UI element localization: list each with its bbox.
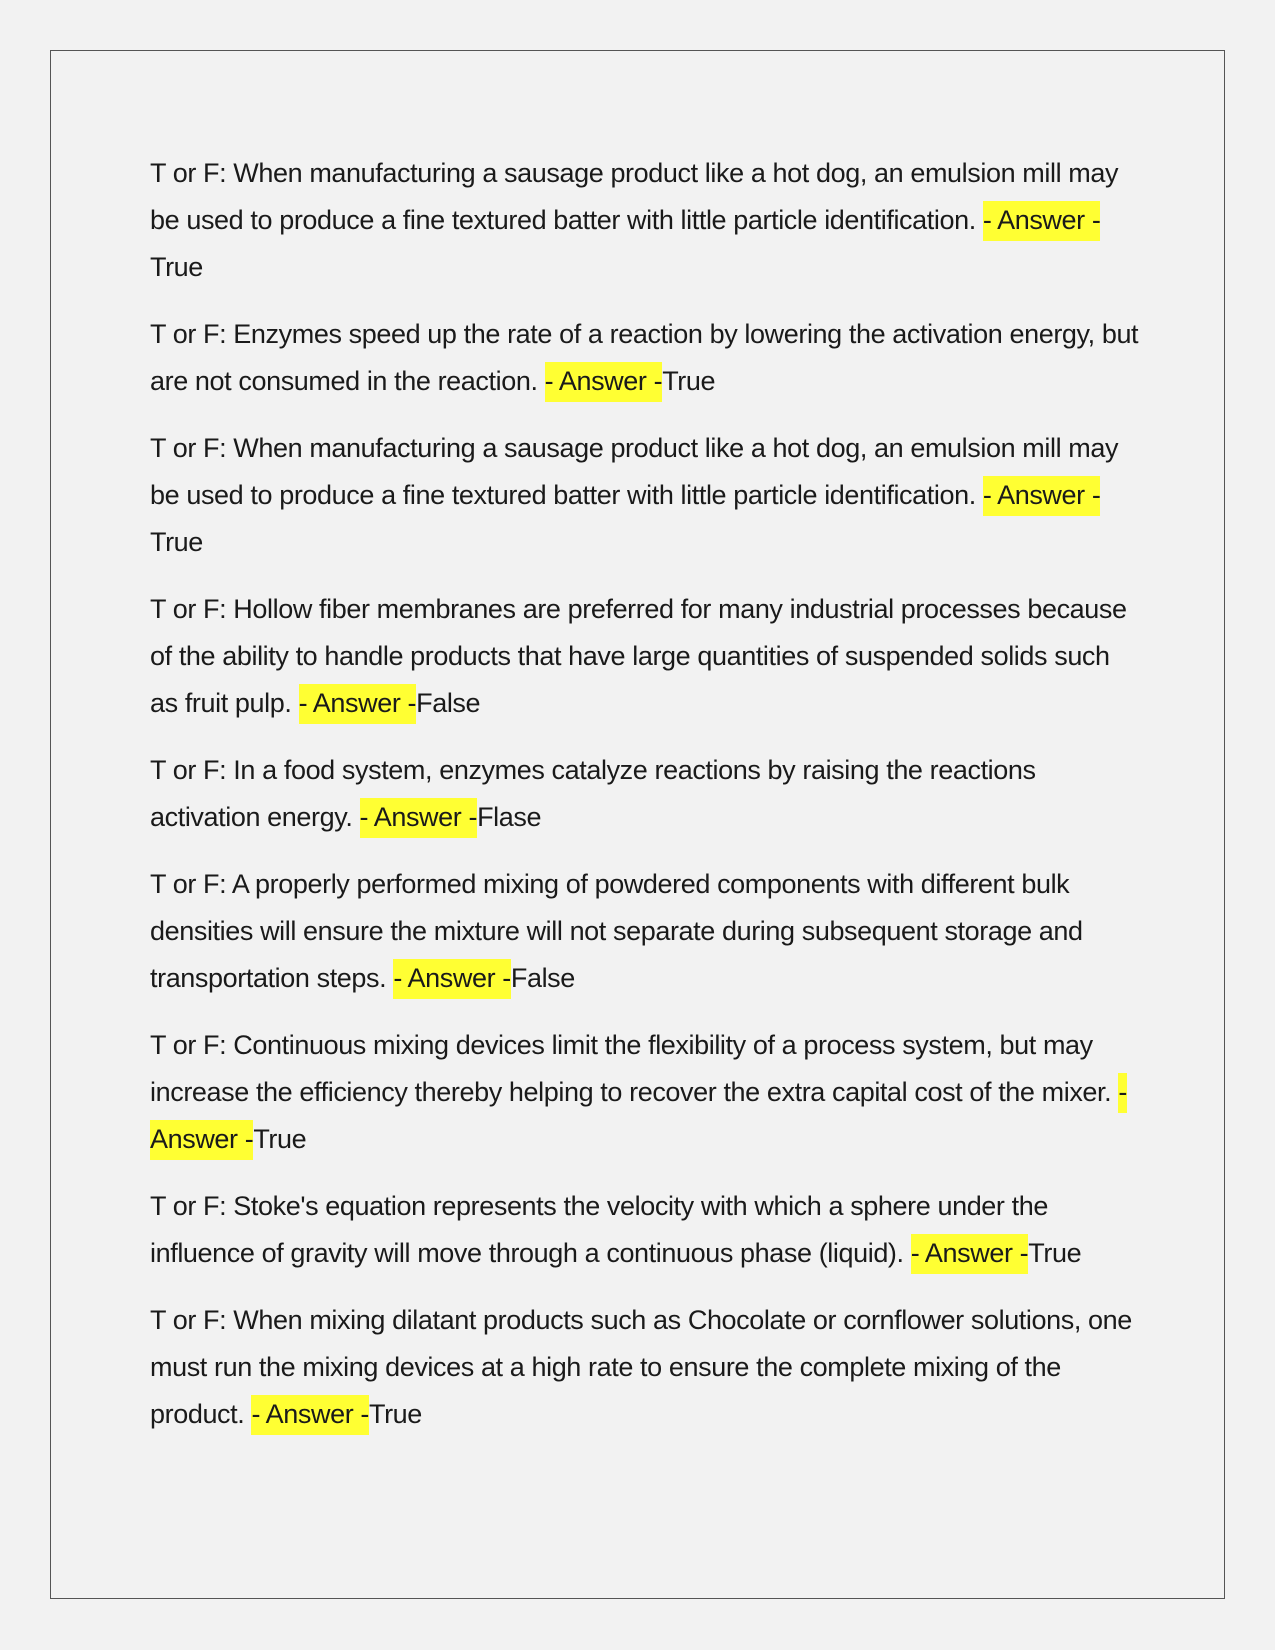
- question-item: [150, 1183, 1140, 1277]
- answer-value: True: [150, 527, 203, 557]
- answer-value: False: [510, 963, 575, 993]
- question-text: T or F: When manufacturing a sausage product like a hot dog, an emulsion mill may be used to produce a fine textured batter with little particle identification.: [150, 433, 1119, 510]
- question-text: T or F: In a food system, enzymes catalyze reactions by raising the reactions activation energy.: [150, 755, 1036, 832]
- answer-marker: - Answer -: [911, 1234, 1029, 1274]
- question-item: [150, 150, 1140, 291]
- answer-value: True: [662, 366, 716, 396]
- question-text: T or F: Continuous mixing devices limit the flexibility of a process system, but may increase the efficiency thereby helping to recover the extra capital cost of the mixer.: [150, 1030, 1119, 1107]
- answer-marker: - Answer -: [393, 959, 511, 999]
- answer-value: True: [1028, 1238, 1082, 1268]
- question-text: T or F: Stoke's equation represents the velocity with which a sphere under the influence of gravity will move through a continuous phase (liquid).: [150, 1191, 1048, 1268]
- question-item: [150, 747, 1140, 841]
- question-item: [150, 1022, 1140, 1163]
- answer-marker: - Answer -: [983, 476, 1101, 516]
- answer-value: False: [416, 688, 481, 718]
- answer-marker: - Answer -: [983, 201, 1101, 241]
- answer-marker: - Answer -: [360, 798, 478, 838]
- question-text: T or F: Enzymes speed up the rate of a reaction by lowering the activation energy, but are not consumed in the reaction.: [150, 319, 1139, 396]
- answer-value: True: [369, 1399, 422, 1429]
- question-item: [150, 586, 1140, 727]
- answer-marker: - Answer -: [299, 684, 417, 724]
- question-item: [150, 311, 1140, 405]
- answer-marker: - Answer -: [251, 1395, 369, 1435]
- question-text: T or F: When manufacturing a sausage product like a hot dog, an emulsion mill may be used to produce a fine textured batter with little particle identification.: [150, 158, 1119, 235]
- question-item: [150, 1297, 1140, 1438]
- question-list: [150, 150, 1140, 1458]
- question-item: [150, 425, 1140, 566]
- question-text: T or F: When mixing dilatant products such as Chocolate or cornflower solutions, one must run the mixing devices at a high rate to ensure the complete mixing of the product.: [150, 1305, 1132, 1429]
- question-text: T or F: Hollow fiber membranes are preferred for many industrial processes because of the ability to handle products that have large quantities of suspended solids such as fruit pulp.: [150, 594, 1127, 718]
- question-text: T or F: A properly performed mixing of powdered components with different bulk densities will ensure the mixture will not separate during subsequent storage and transportation steps.: [150, 869, 1083, 993]
- answer-marker: - Answer -: [545, 362, 663, 402]
- question-item: [150, 861, 1140, 1002]
- answer-marker: - Answer -: [150, 1073, 1127, 1160]
- answer-value: Flase: [477, 802, 542, 832]
- answer-value: True: [253, 1124, 307, 1154]
- answer-value: True: [150, 252, 203, 282]
